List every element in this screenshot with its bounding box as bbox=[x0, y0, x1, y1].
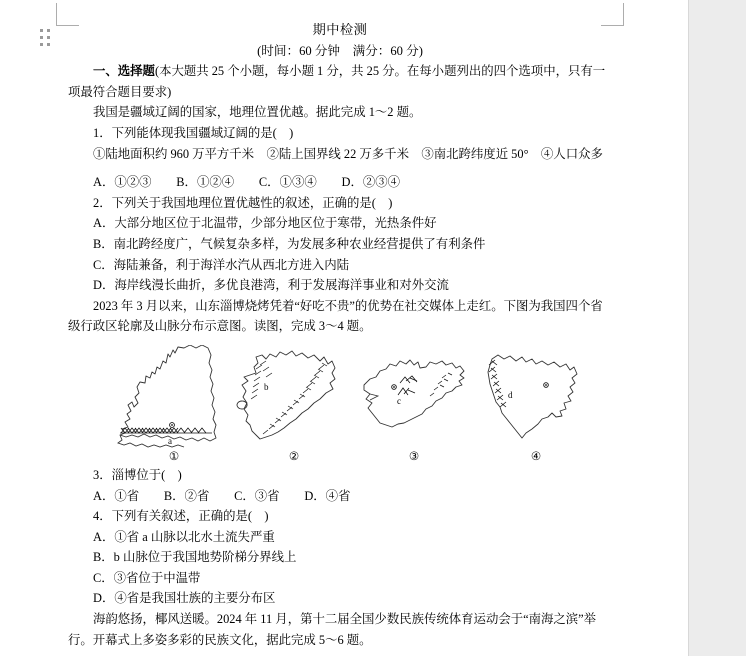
section-heading-label: 一、选择题 bbox=[93, 64, 155, 79]
question-4-option-c: C．③省位于中温带 bbox=[93, 570, 201, 585]
section-heading bbox=[68, 61, 612, 102]
question-1-options: A．①②③ B．①②④ C．①③④ D．②③④ bbox=[93, 175, 401, 190]
figure-caption-4: ④ bbox=[530, 450, 542, 463]
material-paragraph-2: 2023 年 3 月以来，山东淄博烧烤凭着“好吃不贵”的优势在社交媒体上走红。下图为我国四个省级行政区轮廓及山脉分布示意图。读图，完成 3～4 题。 bbox=[68, 298, 603, 334]
question-2-option-d: D．海岸线漫长曲折，多优良港湾，利于发展海洋事业和对外交流 bbox=[93, 278, 449, 293]
question-4-option-a: A．①省 a 山脉以北水土流失严重 bbox=[93, 529, 275, 544]
material-paragraph-1: 我国是疆域辽阔的国家，地理位置优越。据此完成 1～2 题。 bbox=[93, 105, 422, 120]
map-label-d: d bbox=[508, 389, 513, 400]
province-outline-figure bbox=[68, 345, 612, 465]
question-2-stem: 2．下列关于我国地理位置优越性的叙述，正确的是( ) bbox=[93, 195, 393, 210]
question-2-option-b: B．南北跨经度广，气候复杂多样，为发展多种农业经营提供了有利条件 bbox=[93, 236, 486, 251]
question-4-option-d: D．④省是我国壮族的主要分布区 bbox=[93, 591, 276, 606]
figure-caption-1: ① bbox=[168, 450, 180, 463]
material-paragraph-3: 海韵悠扬，椰风送暖。2024 年 11 月，第十二届全国少数民族传统体育运动会于“南海之滨”举行。开幕式上多姿多彩的民族文化，据此完成 5～6 题。 bbox=[68, 612, 597, 647]
question-2-option-c: C．海陆兼备，利于海洋水汽从西北方进入内陆 bbox=[93, 257, 350, 272]
map-label-a: a bbox=[168, 435, 172, 446]
exam-subtitle: (时间：60 分钟 满分：60 分) bbox=[257, 43, 423, 58]
question-4-option-b: B．b 山脉位于我国地势阶梯分界线上 bbox=[93, 550, 297, 565]
document-body bbox=[68, 20, 612, 650]
page-title: 期中检测 bbox=[312, 22, 368, 37]
section-heading-detail: (本大题共 25 个小题，每小题 1 分，共 25 分。在每小题列出的四个选项中，只有一项最符合题目要求) bbox=[68, 64, 606, 99]
province-map-2 bbox=[236, 345, 352, 461]
question-1-items: ①陆地面积约 960 万平方千米 ②陆上国界线 22 万多千米 ③南北跨纬度近 50° ④人口众多 bbox=[93, 146, 603, 161]
question-3-options: A．①省 B．②省 C．③省 D．④省 bbox=[93, 488, 351, 503]
figure-caption-2: ② bbox=[288, 450, 300, 463]
question-1-stem: 1．下列能体现我国疆域辽阔的是( ) bbox=[93, 125, 294, 140]
question-4-stem: 4．下列有关叙述，正确的是( ) bbox=[93, 509, 269, 524]
province-map-4 bbox=[478, 345, 594, 461]
paragraph-drag-handle-icon[interactable] bbox=[40, 29, 53, 49]
province-map-1 bbox=[116, 345, 232, 461]
figure-caption-3: ③ bbox=[408, 450, 420, 463]
map-label-b: b bbox=[264, 381, 269, 392]
question-2-option-a: A．大部分地区位于北温带，少部分地区位于寒带，光热条件好 bbox=[93, 216, 437, 231]
question-3-stem: 3．淄博位于( ) bbox=[93, 467, 182, 482]
province-map-3 bbox=[356, 345, 472, 461]
map-label-c: c bbox=[397, 395, 401, 406]
page-right-margin bbox=[688, 0, 746, 656]
